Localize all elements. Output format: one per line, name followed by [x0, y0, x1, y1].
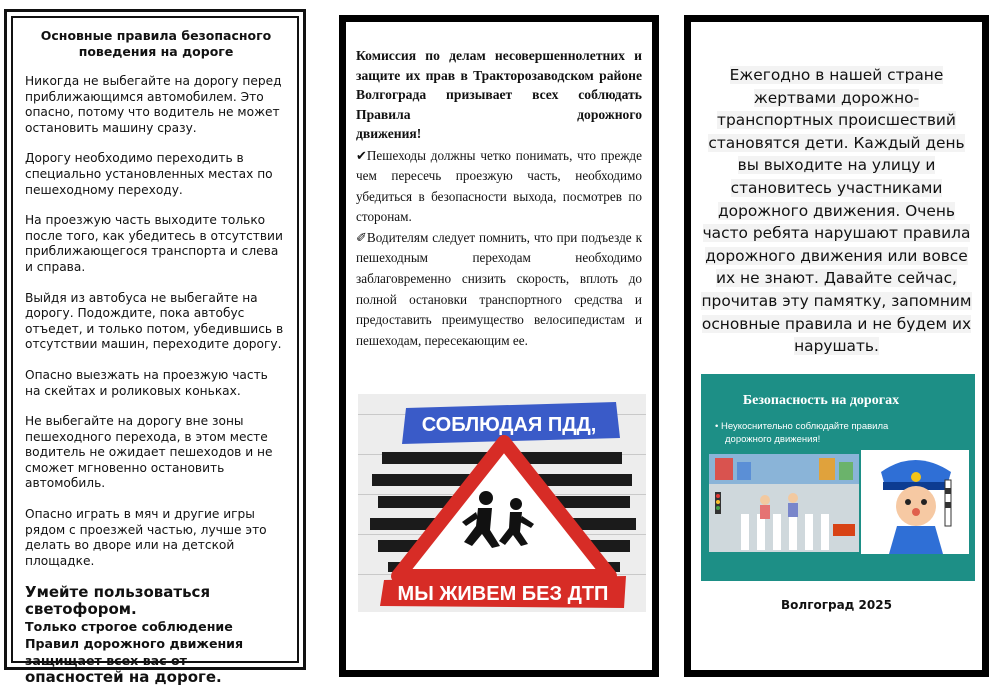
- driver-advice-text: Водителям следует помнить, что при подъезде к пешеходным переходам необходимо заблаговременно снизить скорость, вплоть до полной остановки транспортного средства и предоставить преимущество велосипедистам и пешеходам, пересекающим ее.: [356, 229, 642, 348]
- middle-panel: [339, 15, 659, 677]
- road-safety-poster: [358, 394, 646, 612]
- left-panel: [4, 9, 306, 687]
- driver-advice: [356, 228, 642, 352]
- final-warning-line2: Только строгое соблюдение Правил дорожного движения защищает всех вас от: [25, 619, 244, 669]
- rule-paragraph-4: Выйдя из автобуса не выбегайте на дорогу. Подождите, пока автобус отъедет, и только потом, убедившись в отсутствии машин, переходите дорогу.: [25, 290, 284, 352]
- rule-paragraph-6: Не выбегайте на дорогу вне зоны пешеходного перехода, в этом месте водитель не ожидает пешеходов и не сможет мгновенно остановить автомобиль.: [25, 414, 273, 491]
- final-warning: [25, 584, 287, 686]
- commission-appeal: Комиссия по делам несовершеннолетних и защите их прав в Тракторозаводском районе Волгограда призывает всех соблюдать Правила дорожного: [356, 48, 642, 122]
- commission-appeal-end: движения!: [356, 126, 422, 141]
- poster-bottom-text: МЫ ЖИВЕМ БЕЗ ДТП: [397, 583, 609, 605]
- slide-title: Безопасность на дорогах: [742, 393, 900, 408]
- police-officer-illustration: [861, 450, 969, 554]
- rule-paragraph-3: На проезжую часть выходите только после того, как убедитесь в отсутствии приближающегося транспорта и слева и справа.: [25, 213, 283, 274]
- left-panel-title: Основные правила безопасного поведения на дороге: [40, 28, 272, 59]
- safety-slide-image: [701, 374, 975, 581]
- right-panel: [684, 15, 989, 677]
- slide-bullet-line2: дорожного движения!: [725, 434, 821, 445]
- pedestrian-advice: [356, 146, 642, 228]
- rule-paragraph-7: Опасно играть в мяч и другие игры рядом с проезжей частью, лучше это делать во дворе или на детской площадке.: [25, 507, 267, 568]
- city-year: Волгоград 2025: [781, 598, 892, 612]
- intro-text-body: Ежегодно в нашей стране жертвами дорожно-транспортных происшествий становятся дети. Каждый день вы выходите на улицу и становитесь участниками дорожного движения. Очень часто ребята нарушают правила дорожного движения или вовсе их не знают. Давайте сейчас, прочитав эту памятку, запомним основные правила и не будем их нарушать.: [701, 66, 972, 356]
- rule-paragraph-5: Опасно выезжать на проезжую часть на скейтах и роликовых коньках.: [25, 367, 268, 398]
- checkmark-icon: ✔: [356, 147, 367, 163]
- intro-text: [699, 64, 974, 358]
- final-warning-emphasis: опасностей на дороге.: [25, 668, 222, 687]
- poster-top-text: СОБЛЮДАЯ ПДД,: [421, 414, 597, 436]
- rule-paragraph-2: Дорогу необходимо переходить в специально установленных местах по пешеходному переходу.: [25, 151, 273, 197]
- left-panel-inner-frame: [11, 16, 299, 687]
- middle-panel-content: [346, 22, 652, 351]
- pencil-icon: ✐: [356, 229, 367, 245]
- crosswalk-scene-illustration: [709, 454, 859, 552]
- slide-bullet-line1: • Неукоснительно соблюдайте правила: [715, 421, 889, 432]
- rule-paragraph-1: Никогда не выбегайте на дорогу перед приближающимся автомобилем. Это опасно, потому что водитель не может остановить машину сразу.: [25, 74, 282, 135]
- final-warning-line1: Умейте пользоваться светофором.: [25, 583, 211, 619]
- pedestrian-advice-text: Пешеходы должны четко понимать, что прежде чем пересечь проезжую часть, необходимо убедиться в безопасности выхода, посмотрев по сторонам.: [356, 147, 642, 225]
